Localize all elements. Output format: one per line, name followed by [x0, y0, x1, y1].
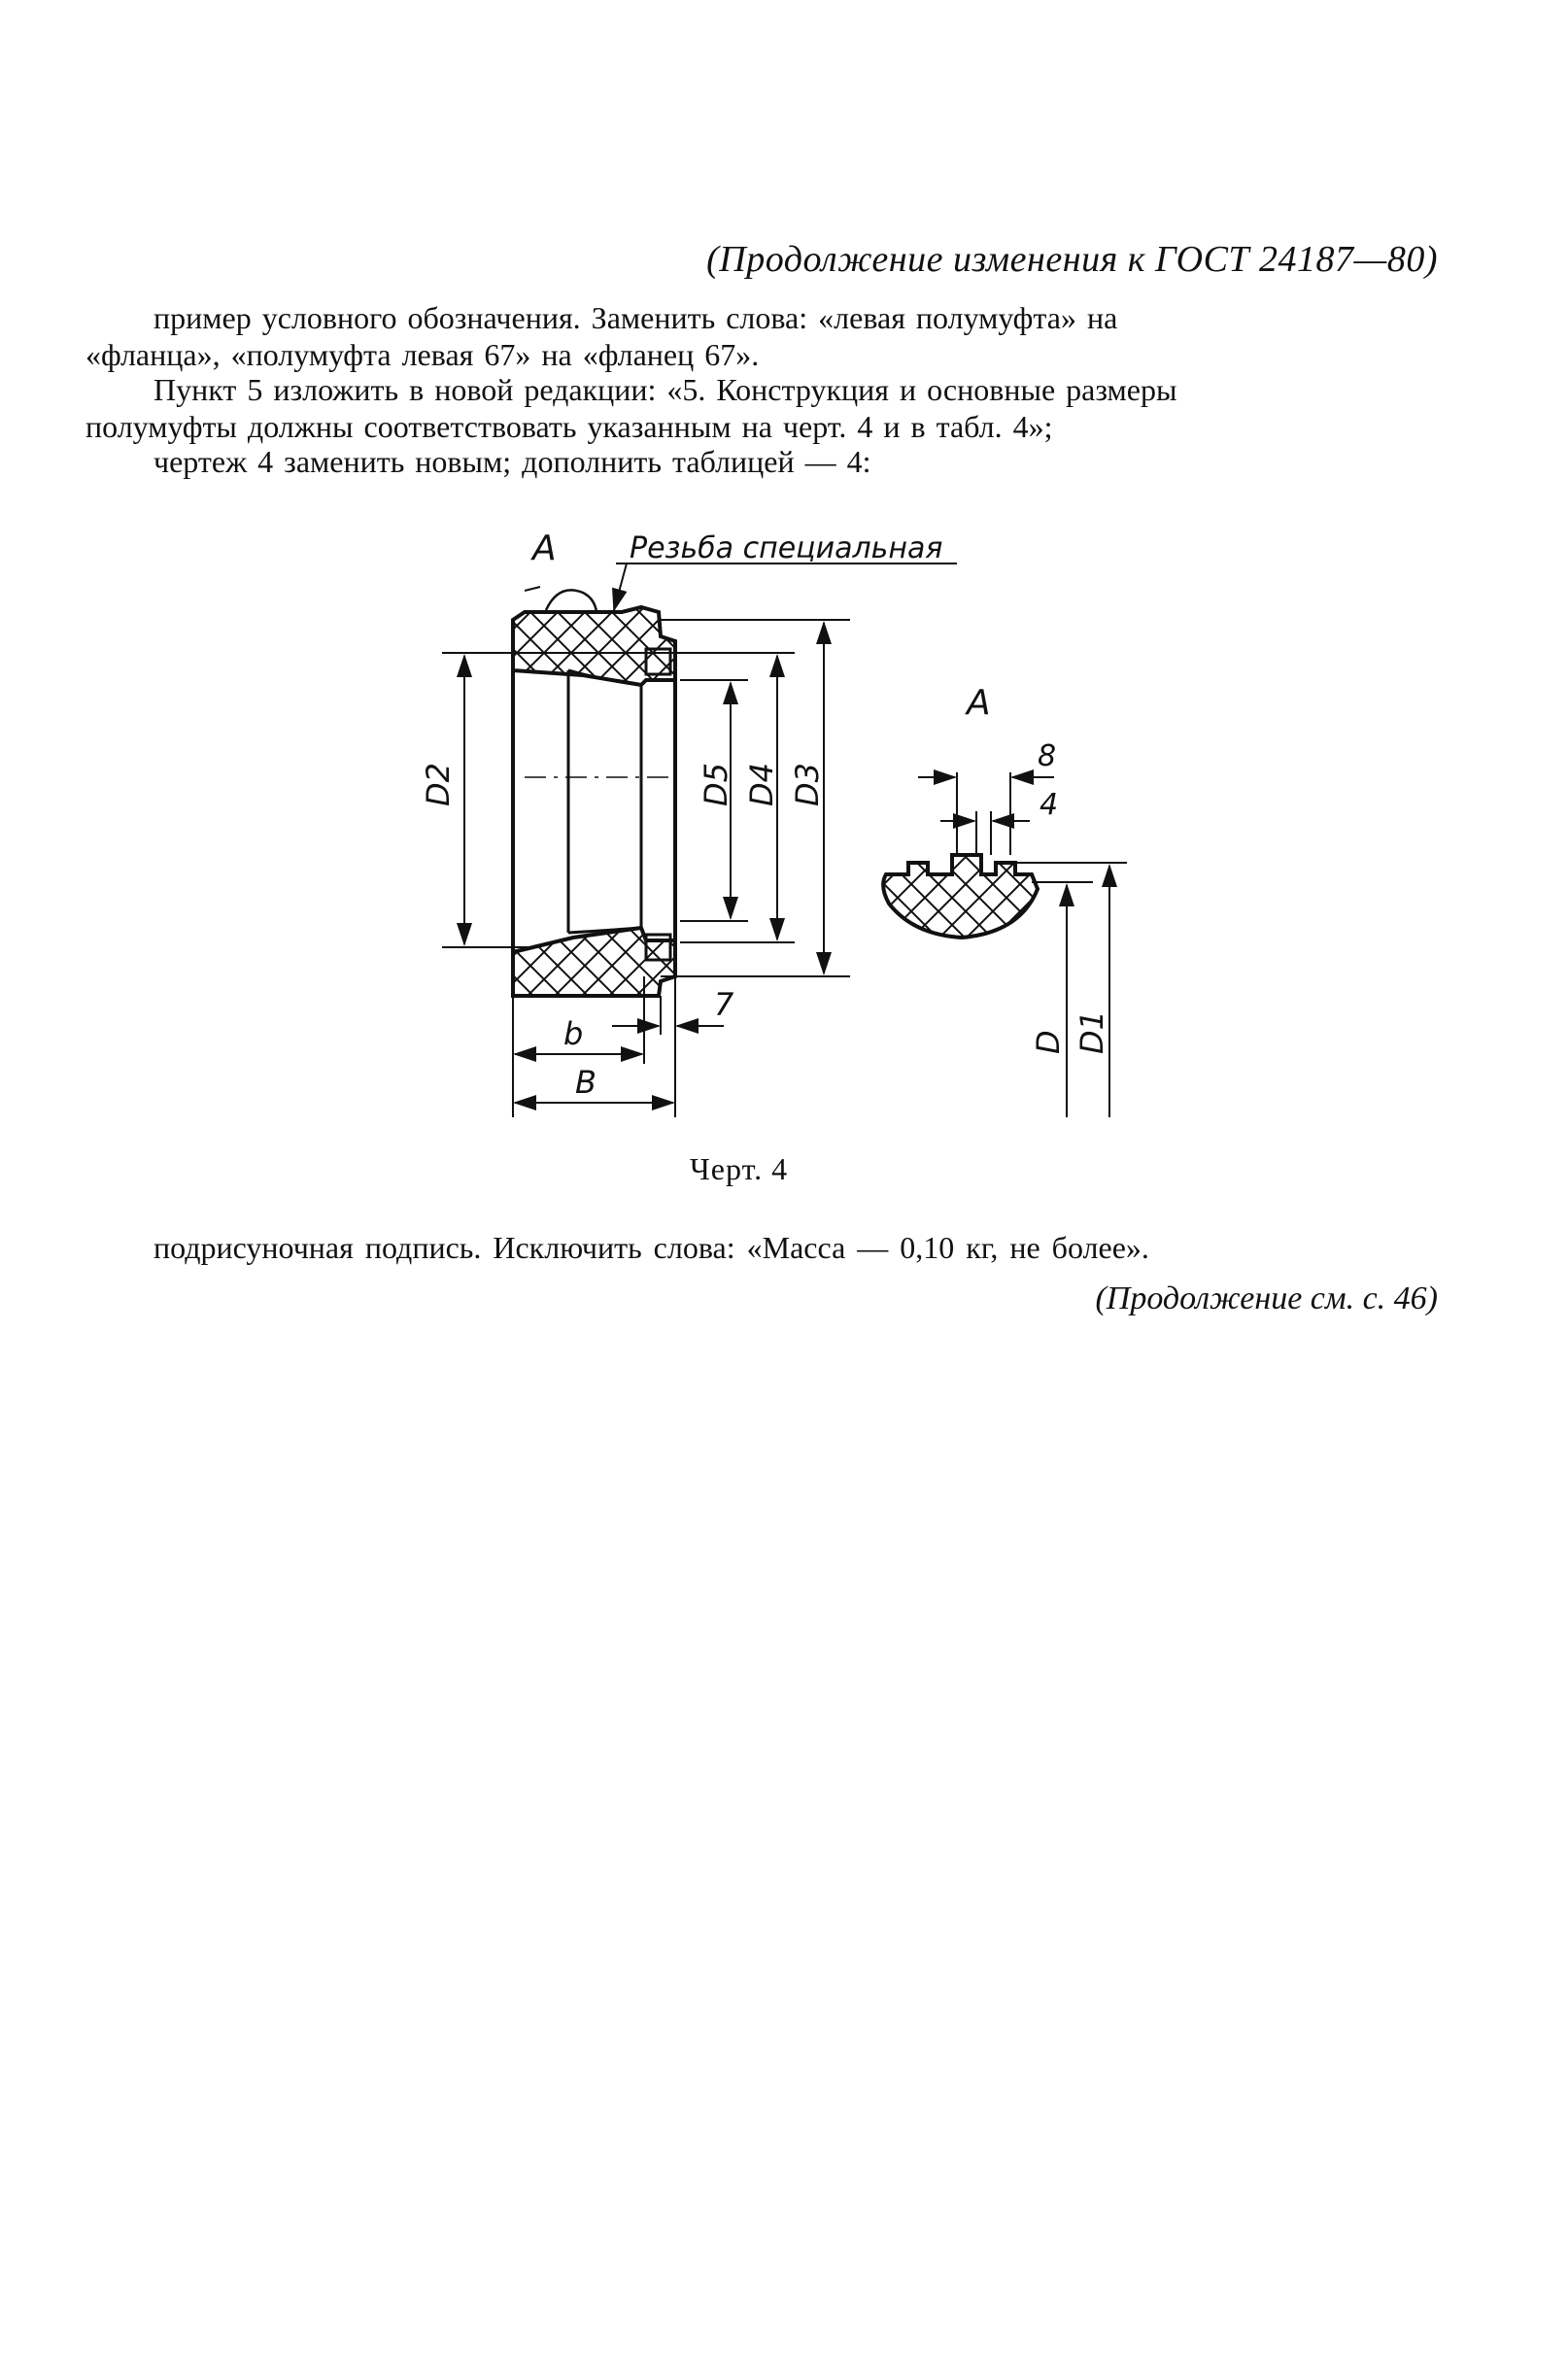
thread-leader — [525, 563, 957, 612]
dim-D1: D1 — [1074, 1010, 1110, 1054]
dim-b: b — [563, 1015, 584, 1052]
dim-D2: D2 — [420, 763, 457, 806]
view-label-detail: A — [967, 683, 991, 723]
dim-D4: D4 — [743, 763, 780, 806]
continuation-footer: (Продолжение см. с. 46) — [1095, 1280, 1438, 1316]
dim-D5: D5 — [698, 763, 734, 806]
paragraph-1-line-1: пример условного обозначения. Заменить слова: «левая полумуфта» на — [153, 300, 1118, 335]
dim-D: D — [1030, 1030, 1067, 1054]
figure-caption: Черт. 4 — [690, 1151, 789, 1186]
paragraph-1-line-2: «фланца», «полумуфта левая 67» на «фланец 67». — [85, 337, 760, 372]
detail-A — [883, 683, 1127, 1117]
continuation-header: (Продолжение изменения к ГОСТ 24187—80) — [706, 239, 1438, 280]
technical-drawing — [0, 0, 1568, 1166]
half-coupling-section — [513, 607, 675, 996]
paragraph-2-line-1: Пункт 5 изложить в новой редакции: «5. Конструкция и основные размеры — [153, 372, 1177, 407]
dim-D3: D3 — [789, 763, 826, 806]
dim-4: 4 — [1040, 788, 1059, 822]
dim-7: 7 — [714, 986, 734, 1023]
view-label-main: A — [532, 529, 557, 568]
paragraph-3-line-1: чертеж 4 заменить новым; дополнить таблицей — 4: — [153, 444, 871, 479]
dim-8: 8 — [1038, 739, 1057, 773]
paragraph-2-line-2: полумуфты должны соответствовать указанным на черт. 4 и в табл. 4»; — [85, 409, 1053, 444]
main-dimensions — [442, 620, 850, 1117]
thread-label: Резьба специальная — [630, 531, 943, 565]
dim-B: B — [575, 1064, 597, 1101]
caption-note: подрисуночная подпись. Исключить слова: «Масса — 0,10 кг, не более». — [153, 1230, 1149, 1265]
